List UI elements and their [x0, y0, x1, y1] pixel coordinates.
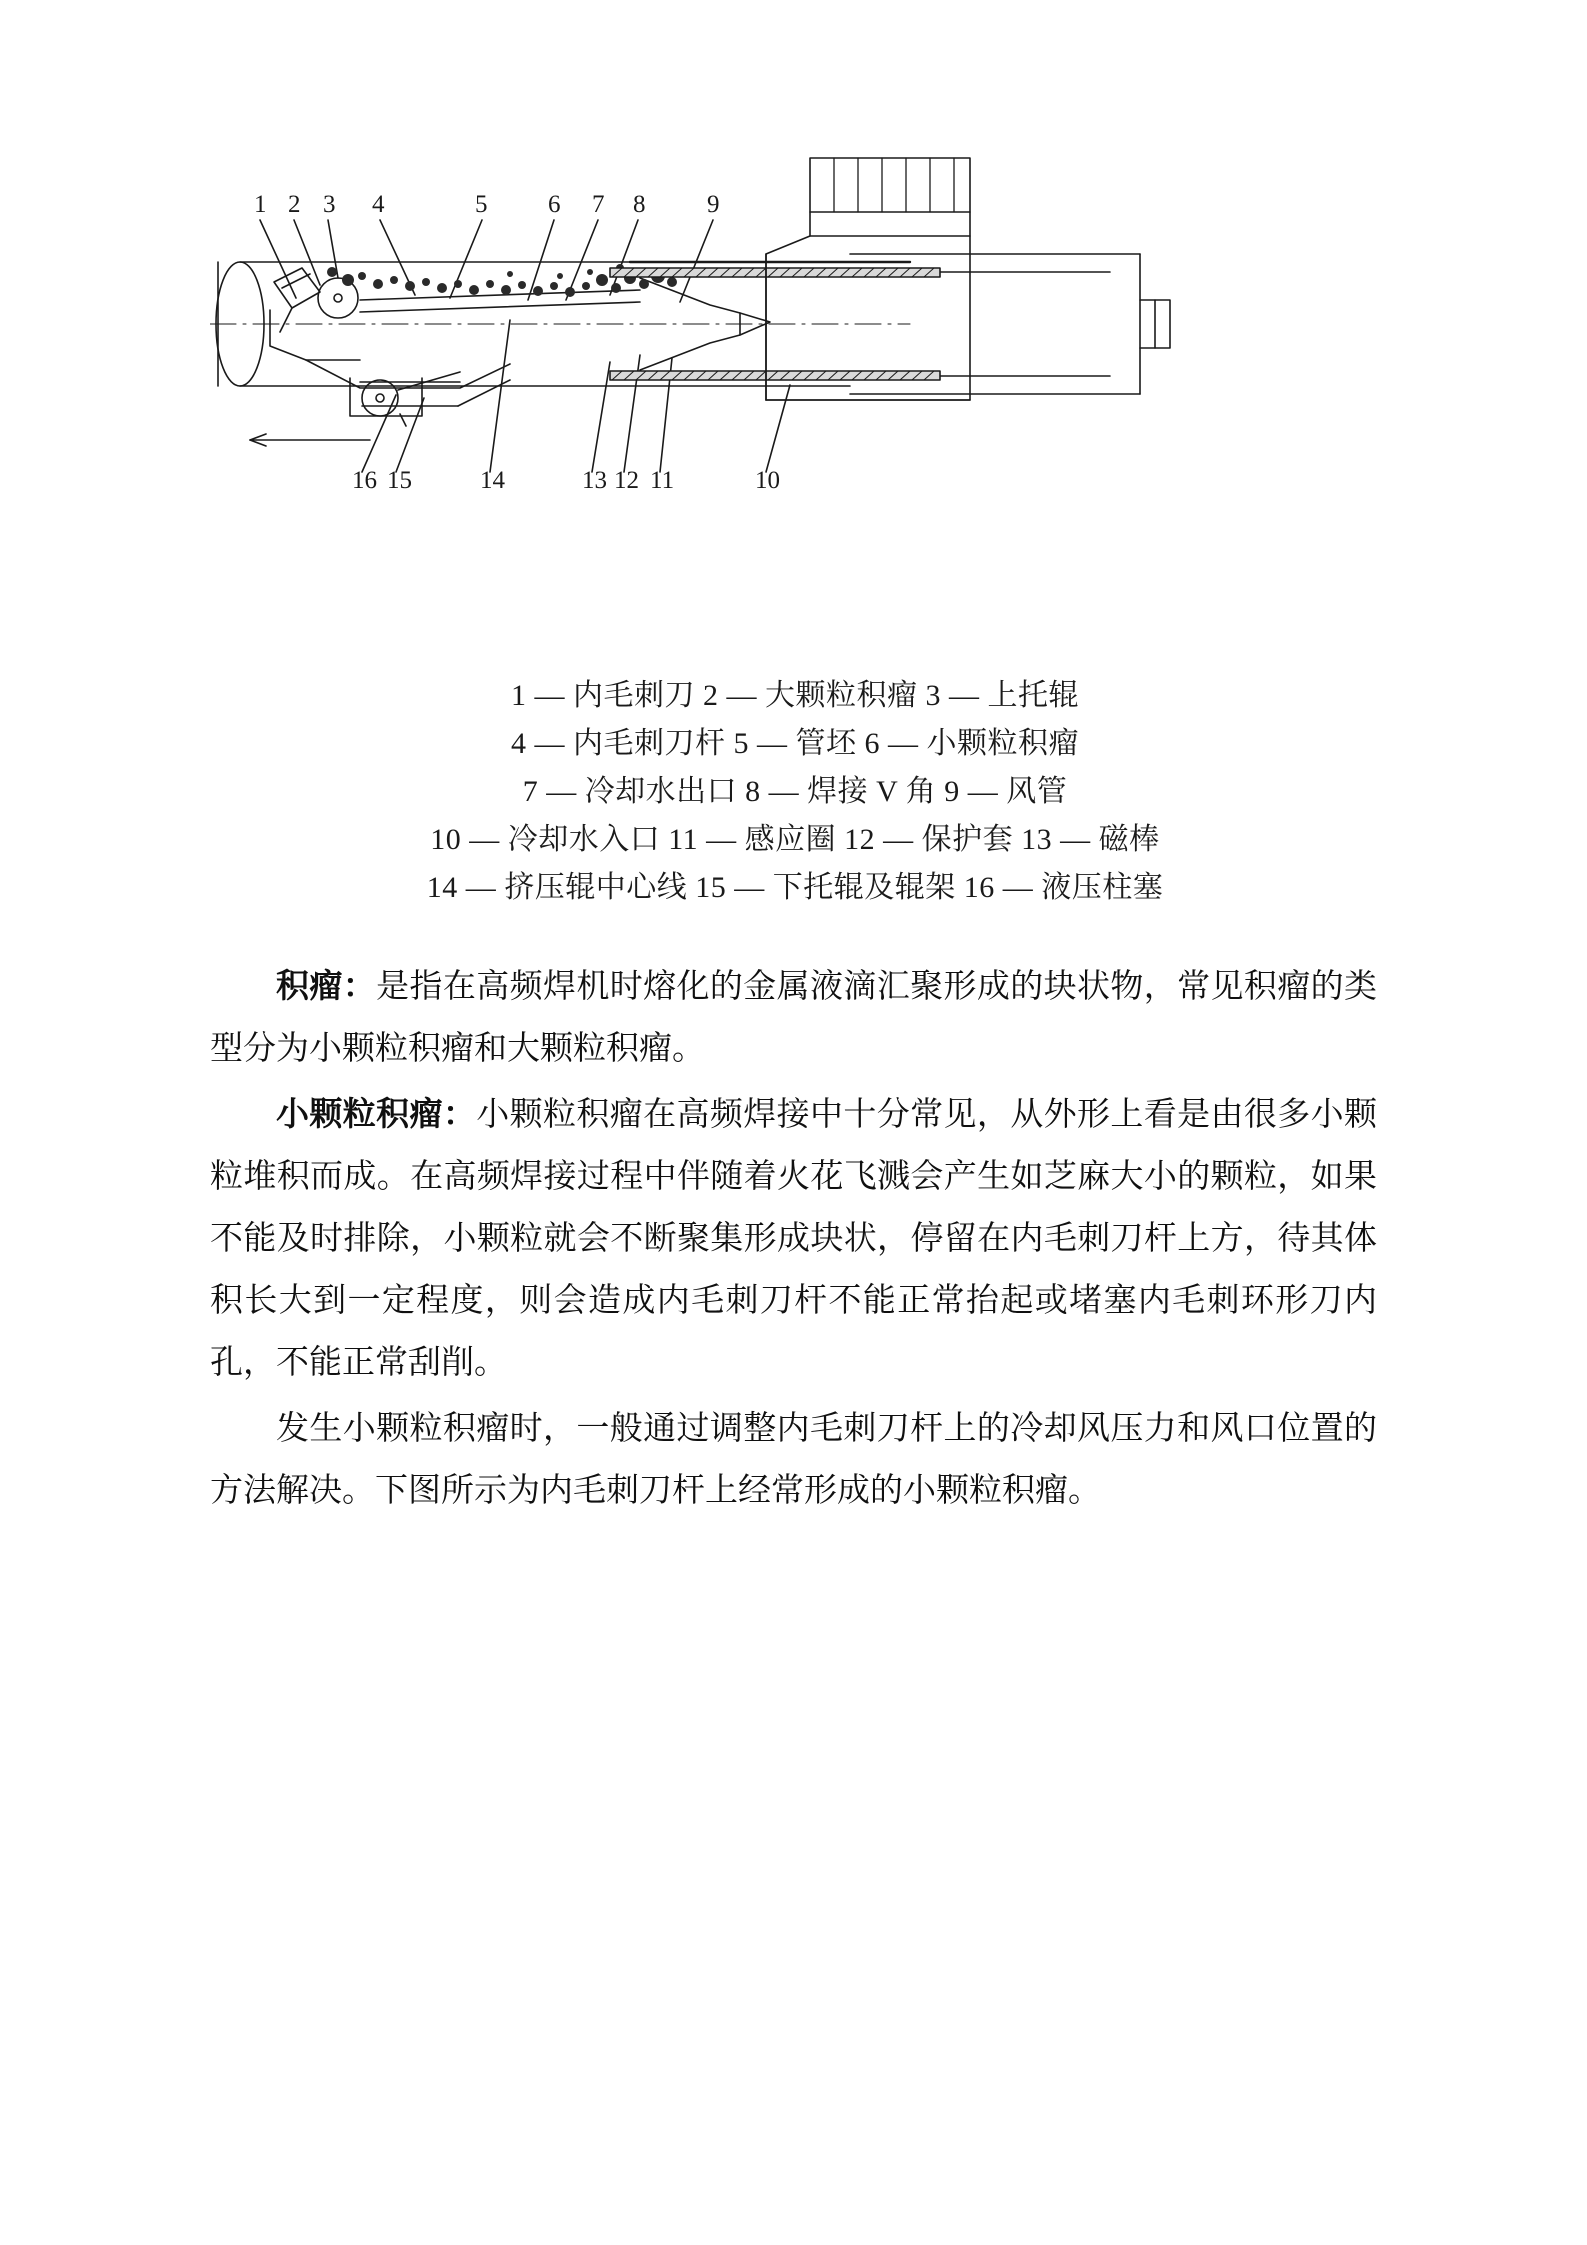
- svg-text:7: 7: [592, 191, 605, 218]
- paragraph-1-text: 是指在高频焊机时熔化的金属液滴汇聚形成的块状物，常见积瘤的类型分为小颗粒积瘤和大颗粒积瘤。: [210, 969, 1377, 1067]
- svg-text:3: 3: [323, 191, 336, 218]
- svg-text:9: 9: [707, 191, 720, 218]
- paragraph-3: [210, 1398, 1377, 1522]
- svg-text:10: 10: [755, 467, 780, 494]
- legend-line-5: 14 — 挤压辊中心线 15 — 下托辊及辊架 16 — 液压柱塞: [426, 871, 1164, 904]
- figure-legend: [210, 672, 1380, 912]
- paragraph-2: [210, 1084, 1377, 1394]
- paragraph-3-text: 发生小颗粒积瘤时，一般通过调整内毛刺刀杆上的冷却风压力和风口位置的方法解决。下图所示为内毛刺刀杆上经常形成的小颗粒积瘤。: [210, 1411, 1377, 1509]
- legend-line-3: 7 — 冷却水出口 8 — 焊接 V 角 9 — 风管: [522, 775, 1068, 808]
- paragraph-1: [210, 956, 1377, 1080]
- svg-text:15: 15: [387, 467, 412, 494]
- svg-text:11: 11: [650, 467, 675, 494]
- svg-text:2: 2: [288, 191, 301, 218]
- svg-text:5: 5: [475, 191, 488, 218]
- svg-text:1: 1: [254, 191, 267, 218]
- paragraph-2-text: 小颗粒积瘤在高频焊接中十分常见，从外形上看是由很多小颗粒堆积而成。在高频焊接过程中伴随着火花飞溅会产生如芝麻大小的颗粒，如果不能及时排除，小颗粒就会不断聚集形成块状，停留在内毛刺刀杆上方，待其体积长大到一定程度，则会造成内毛刺刀杆不能正常抬起或堵塞内毛刺环形刀内孔，不能正常刮削。: [210, 1097, 1377, 1381]
- svg-text:6: 6: [548, 191, 561, 218]
- figure-drawing: [210, 150, 1380, 650]
- svg-text:16: 16: [352, 467, 377, 494]
- legend-line-1: 1 — 内毛刺刀 2 — 大颗粒积瘤 3 — 上托辊: [511, 679, 1079, 712]
- svg-text:13: 13: [582, 467, 607, 494]
- svg-text:8: 8: [633, 191, 646, 218]
- term-xiaokeli-jiliu: 小颗粒积瘤：: [276, 1097, 477, 1133]
- legend-line-2: 4 — 内毛刺刀杆 5 — 管坯 6 — 小颗粒积瘤: [511, 727, 1079, 760]
- term-jiliu: 积瘤：: [276, 969, 377, 1005]
- svg-text:14: 14: [480, 467, 505, 494]
- figure-welding-machine: [210, 150, 1380, 912]
- svg-text:4: 4: [372, 191, 385, 218]
- body-text: [210, 956, 1377, 1522]
- legend-line-4: 10 — 冷却水入口 11 — 感应圈 12 — 保护套 13 — 磁棒: [430, 823, 1160, 856]
- svg-text:12: 12: [614, 467, 639, 494]
